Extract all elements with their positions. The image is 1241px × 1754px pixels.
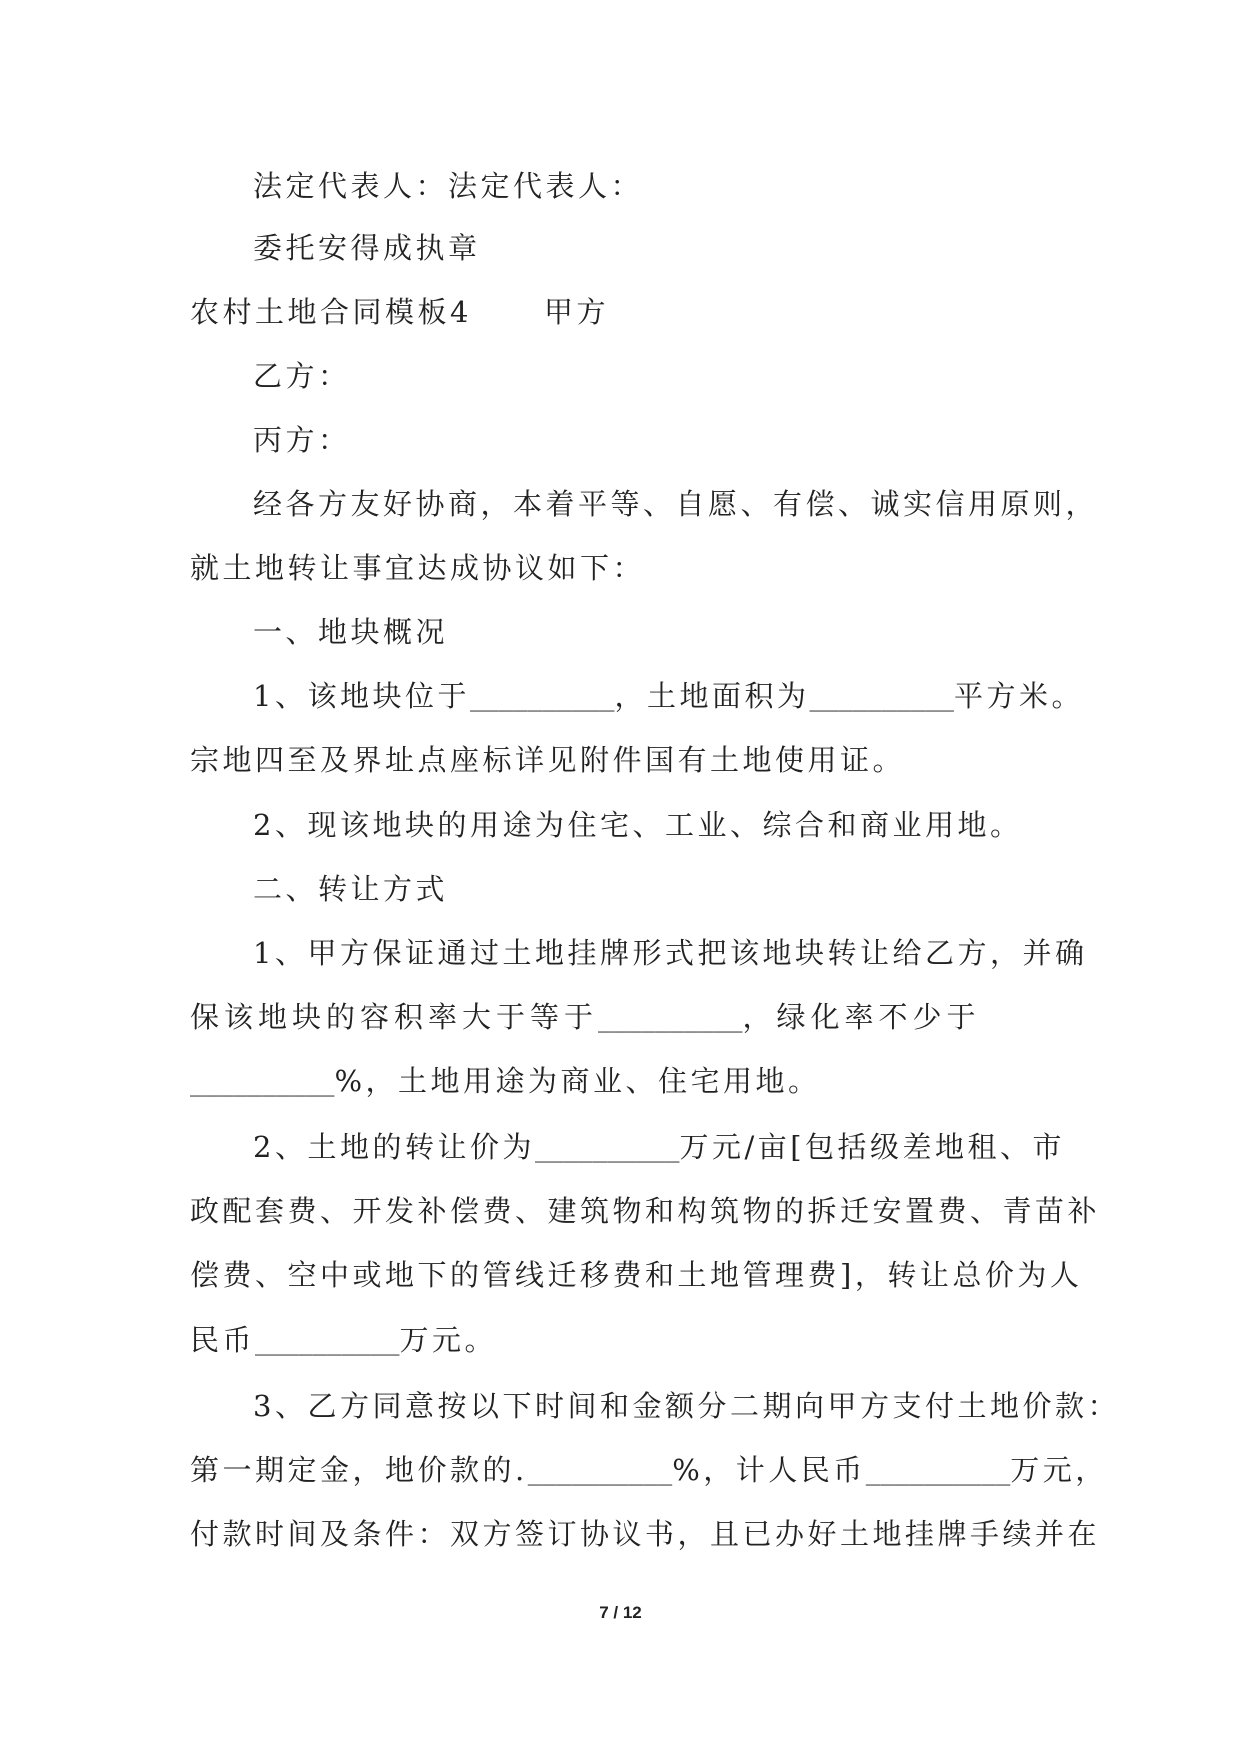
- party-a-label: 甲方: [543, 295, 609, 329]
- paragraph-line: 付款时间及条件：双方签订协议书，且已办好土地挂牌手续并在: [190, 1517, 1101, 1551]
- legal-representative-line: 法定代表人：法定代表人：: [253, 169, 644, 203]
- paragraph-line: 就土地转让事宜达成协议如下：: [190, 551, 646, 585]
- paragraph-line: 民币__________万元。: [190, 1323, 498, 1357]
- paragraph-line: 2、土地的转让价为__________万元/亩[包括级差地租、市: [253, 1130, 1066, 1164]
- section-title-row: [190, 292, 1070, 332]
- paragraph-line: 1、甲方保证通过土地挂牌形式把该地块转让给乙方，并确: [253, 936, 1088, 970]
- paragraph-line: 2、现该地块的用途为住宅、工业、综合和商业用地。: [253, 808, 1023, 842]
- paragraph-line: 宗地四至及界址点座标详见附件国有土地使用证。: [190, 743, 906, 777]
- paragraph-line: 1、该地块位于__________，土地面积为__________平方米。: [253, 679, 1084, 713]
- paragraph-line: 第一期定金，地价款的.__________%，计人民币__________万元，: [190, 1453, 1108, 1487]
- party-c-line: 丙方：: [253, 423, 351, 457]
- section-heading-two: 二、转让方式: [253, 872, 449, 906]
- paragraph-line: 政配套费、开发补偿费、建筑物和构筑物的拆迁安置费、青苗补: [190, 1194, 1101, 1228]
- section-heading-one: 一、地块概况: [253, 615, 449, 649]
- paragraph-line: 3、乙方同意按以下时间和金额分二期向甲方支付土地价款：: [253, 1389, 1120, 1423]
- paragraph-line: 保该地块的容积率大于等于__________，绿化率不少于: [190, 1000, 981, 1034]
- entrust-line: 委托安得成执章: [253, 231, 481, 265]
- page-number: 7 / 12: [599, 1603, 642, 1622]
- paragraph-line: 偿费、空中或地下的管线迁移费和土地管理费]，转让总价为人: [190, 1258, 1083, 1292]
- paragraph-line: 经各方友好协商，本着平等、自愿、有偿、诚实信用原则，: [253, 487, 1099, 521]
- paragraph-line: __________%，土地用途为商业、住宅用地。: [190, 1064, 821, 1098]
- section-heading: 农村土地合同模板4: [190, 295, 472, 329]
- party-b-line: 乙方：: [253, 359, 351, 393]
